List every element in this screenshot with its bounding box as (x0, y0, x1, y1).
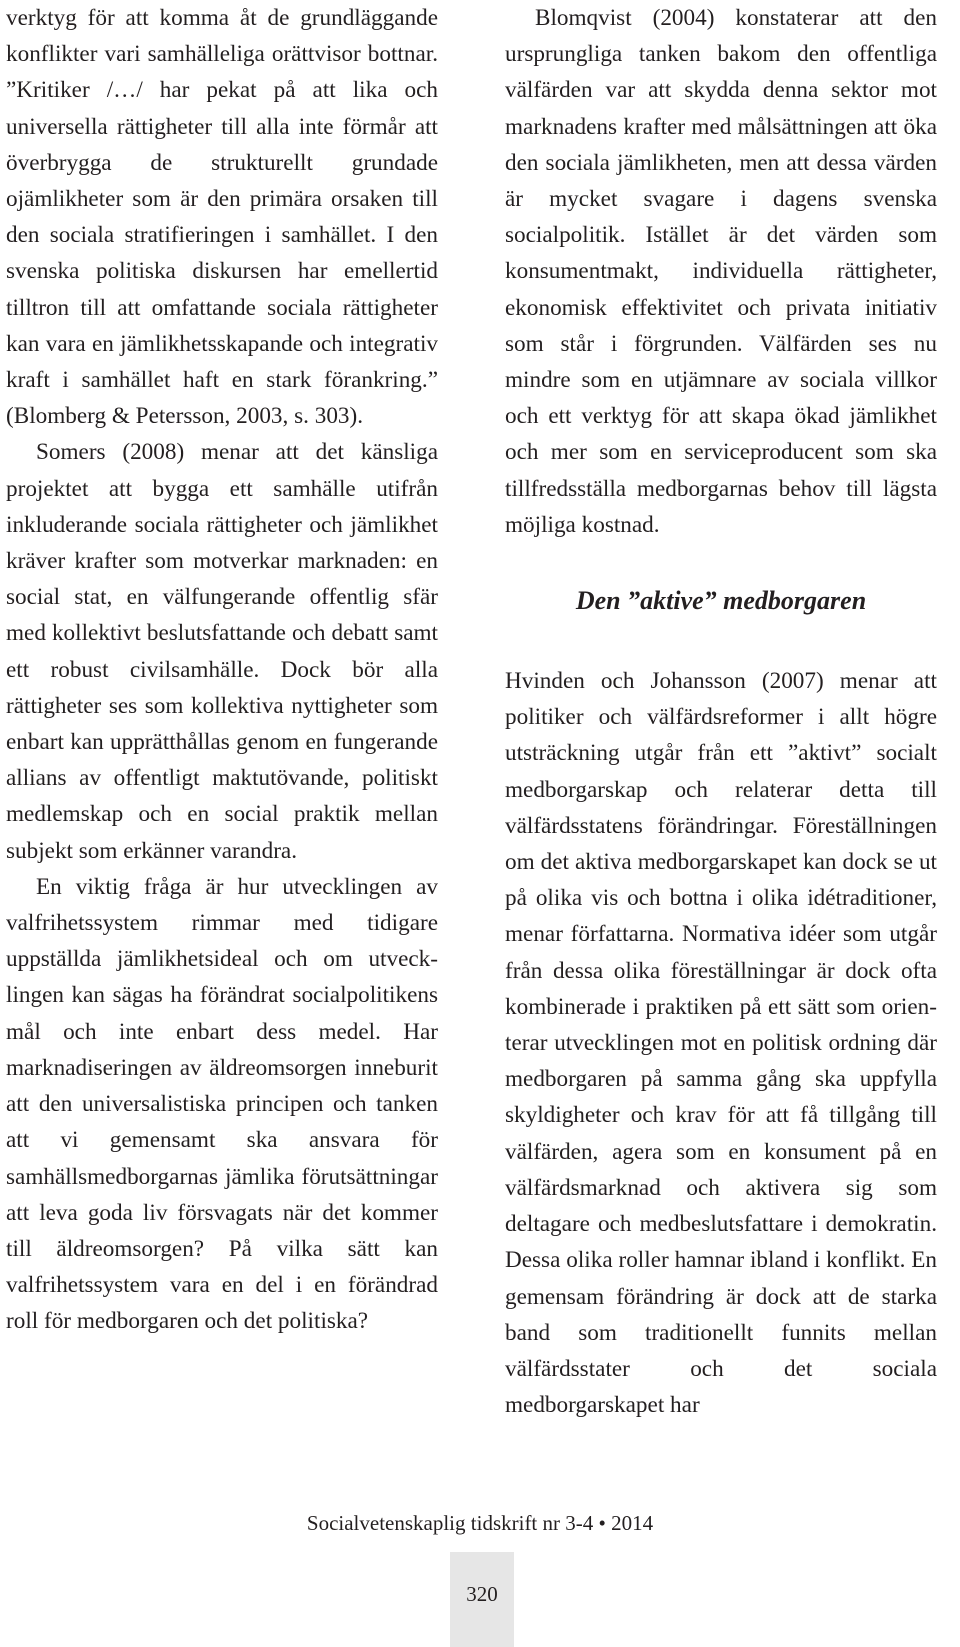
paragraph: verktyg för att komma åt de grundläggande konflikter vari samhälleliga orättvisor bottnar. ”Kritiker /…/ har pekat på att lika och universella rättigheter till alla inte förmår att överbrygga de strukturellt grundade ojämlikheter som är den primära orsaken till den sociala stratifieringen i samhället. I den svenska politiska diskursen har emellertid tilltron till att omfattande sociala rättigheter kan vara en jämlikhetsskapande och integrativ kraft i samhället haft en stark förankring.” (Blomberg & Petersson, 2003, s. 303). (6, 5, 438, 430)
paragraph: Blomqvist (2004) konstaterar att den ursprungliga tanken bakom den offentliga välfärden var att skydda denna sektor mot marknadens krafter med målsättningen att öka den sociala jämlikheten, men att dessa värden är mycket svagare i dagens svenska socialpolitik. Istället är det värden som konsumentmakt, individuella rättigheter, ekonomisk effektivitet och privata initiativ som står i förgrunden. Välfärden ses nu mindre som en utjämnare av sociala villkor och ett verktyg för att skapa ökad jämlikhet och mer som en serviceproducent som ska tillfredsställa medborgarnas behov till lägsta möjliga kostnad. (505, 5, 937, 538)
paragraph: En viktig fråga är hur utvecklingen av valfrihetssystem rimmar med tidigare uppställda jämlikhetsideal och om utvecklingen kan sägas ha förändrat socialpolitikens mål och inte enbart dess medel. Har marknadiseringen av äldreomsorgen inneburit att den universalistiska principen och tanken att vi gemensamt ska ansvara för samhällsmedborgarnas jämlika förutsättningar att leva goda liv försvagats när det kommer till äldreomsorgen? På vilka sätt kan valfrihetssystem vara en del i en förändrad roll för medborgaren och det politiska? (6, 873, 438, 1335)
right-column (505, 0, 937, 1423)
page-number: 320 (466, 1582, 498, 1606)
section-heading: Den ”aktive” medborgaren (575, 586, 867, 616)
paragraph: Somers (2008) menar att det känsliga projektet att bygga ett samhälle utifrån inkluderande sociala rättigheter och jämlikhet kräver krafter som motverkar marknaden: en social stat, en välfungerande offentlig sfär med kollektivt beslutsfattande och debatt samt ett robust civilsamhälle. Dock bör alla rättigheter ses som kollektiva nyttigheter som enbart kan upprätthållas genom en fungerande allians av offentligt maktutövande, politiskt medlemskap och en social praktik mellan subjekt som erkänner varandra. (6, 439, 438, 864)
journal-footer: Socialvetenskaplig tidskrift nr 3-4 • 2014 (306, 1511, 654, 1535)
left-column (6, 0, 438, 1340)
paragraph: Hvinden och Johansson (2007) menar att politiker och välfärdsreformer i allt högre utsträckning utgår från ett ”aktivt” socialt medborgarskap och relaterar detta till välfärdsstatens förändringar. Föreställningen om det aktiva medborgarskapet kan dock se ut på olika vis och bottna i olika idétraditioner, menar författarna. Normativa idéer som utgår från dessa olika föreställningar är dock ofta kombinerade i praktiken på ett sätt som orienterar utvecklingen mot en politisk ordning där medborgaren på samma gång ska uppfylla skyldigheter och krav för att få tillgång till välfärden, agera som en konsument på en välfärdsmarknad och aktivera sig som deltagare och medbeslutsfattare i demokratin. Dessa olika roller hamnar ibland i konflikt. En gemensam förändring är dock att de starka band som traditionellt funnits mellan välfärdsstater och det sociala medborgarskapet har (505, 668, 937, 1419)
page-number-box (450, 1552, 514, 1647)
